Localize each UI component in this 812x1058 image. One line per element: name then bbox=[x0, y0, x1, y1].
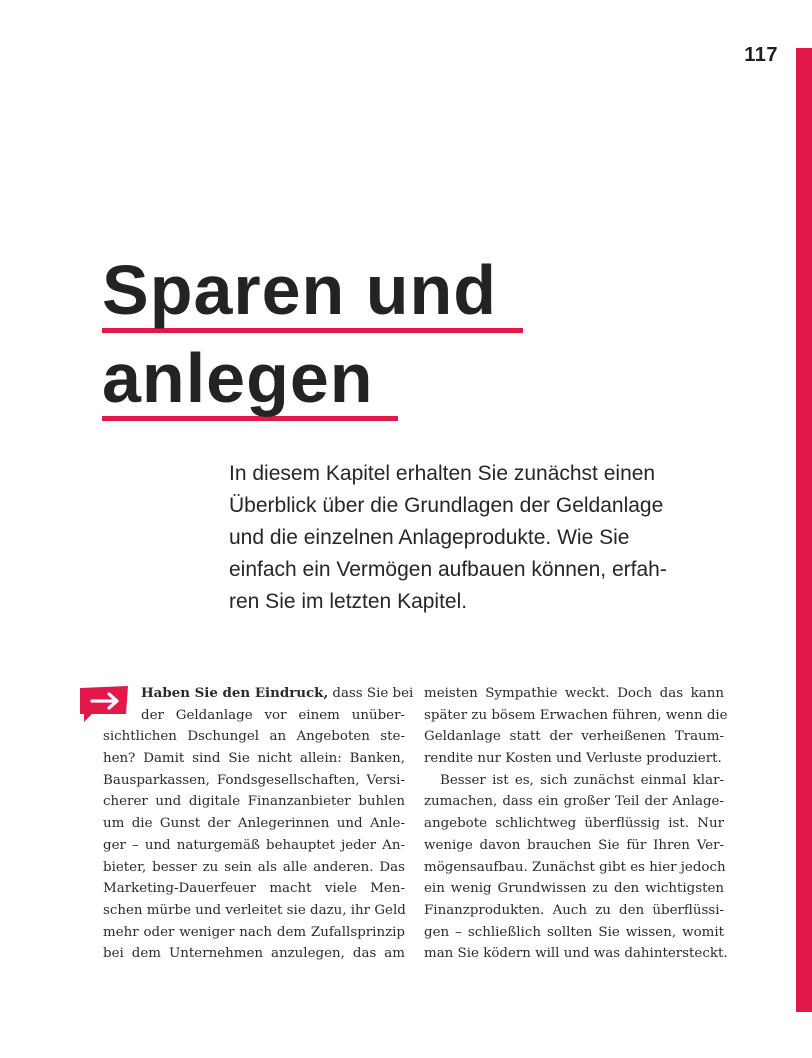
chapter-intro bbox=[229, 458, 729, 618]
body-line: meisten Sympathie weckt. Doch das kann bbox=[424, 686, 724, 701]
body-line: wenige davon brauchen Sie für Ihren Ver- bbox=[424, 837, 724, 853]
body-line: Finanzprodukten. Auch zu den überflüssi- bbox=[424, 902, 724, 918]
body-line: Geldanlage statt der verheißenen Traum- bbox=[424, 729, 724, 745]
body-line: zumachen, dass ein großer Teil der Anlage- bbox=[424, 794, 724, 810]
body-line: bei dem Unternehmen anzulegen, das am bbox=[103, 946, 405, 962]
body-line bbox=[103, 683, 414, 705]
chapter-title-line-2: anlegen bbox=[102, 334, 523, 422]
body-line: Marketing-Dauerfeuer macht viele Men- bbox=[103, 881, 405, 897]
body-line: man Sie ködern will und was dahintersteckt. bbox=[424, 946, 728, 962]
body-line: cherer und digitale Finanzanbieter buhlen bbox=[103, 794, 405, 810]
body-column-right bbox=[424, 683, 728, 965]
intro-line: ren Sie im letzten Kapitel. bbox=[229, 590, 468, 613]
body-line: Bausparkassen, Fondsgesellschaften, Versi- bbox=[103, 772, 405, 788]
intro-line: und die einzelnen Anlageprodukte. Wie Sie bbox=[229, 526, 630, 549]
body-line: mögensaufbau. Zunächst gibt es hier jedoch bbox=[424, 859, 726, 875]
body-line: ein wenig Grundwissen zu den wichtigsten bbox=[424, 881, 724, 897]
body-line: gen – schließlich sollten Sie wissen, womit bbox=[424, 924, 724, 940]
body-line: mehr oder weniger nach dem Zufallsprinzip bbox=[103, 924, 405, 940]
lead-in-rest: dass Sie bei bbox=[328, 686, 414, 701]
body-line: sichtlichen Dschungel an Angeboten ste- bbox=[103, 729, 405, 745]
body-line: rendite nur Kosten und Verluste produziert. bbox=[424, 751, 722, 767]
body-line: der Geldanlage vor einem unüber- bbox=[141, 707, 405, 723]
body-line: Besser ist es, sich zunächst einmal klar- bbox=[440, 772, 724, 788]
intro-line: Überblick über die Grundlagen der Geldanlage bbox=[229, 494, 664, 517]
body-column-left bbox=[103, 683, 414, 965]
chapter-title-line-1: Sparen und bbox=[102, 246, 523, 334]
lead-in-bold: Haben Sie den Eindruck, bbox=[141, 685, 329, 701]
body-line: ger – und naturgemäß behauptet jeder An- bbox=[103, 837, 405, 853]
chapter-edge-bar bbox=[796, 48, 812, 1012]
body-line: schen mürbe und verleitet sie dazu, ihr Geld bbox=[103, 902, 406, 918]
intro-line: einfach ein Vermögen aufbauen können, erfah- bbox=[229, 558, 667, 581]
body-line: später zu bösem Erwachen führen, wenn die bbox=[424, 707, 728, 723]
body-line: um die Gunst der Anlegerinnen und Anle- bbox=[103, 816, 405, 832]
page-number: 117 bbox=[744, 44, 778, 66]
intro-line: In diesem Kapitel erhalten Sie zunächst einen bbox=[229, 462, 656, 485]
body-line: bieter, besser zu sein als alle anderen. Das bbox=[103, 859, 405, 875]
chapter-title bbox=[102, 246, 523, 422]
body-line: angebote schlichtweg überflüssig ist. Nur bbox=[424, 816, 724, 832]
body-line: hen? Damit sind Sie nicht allein: Banken, bbox=[103, 751, 405, 767]
